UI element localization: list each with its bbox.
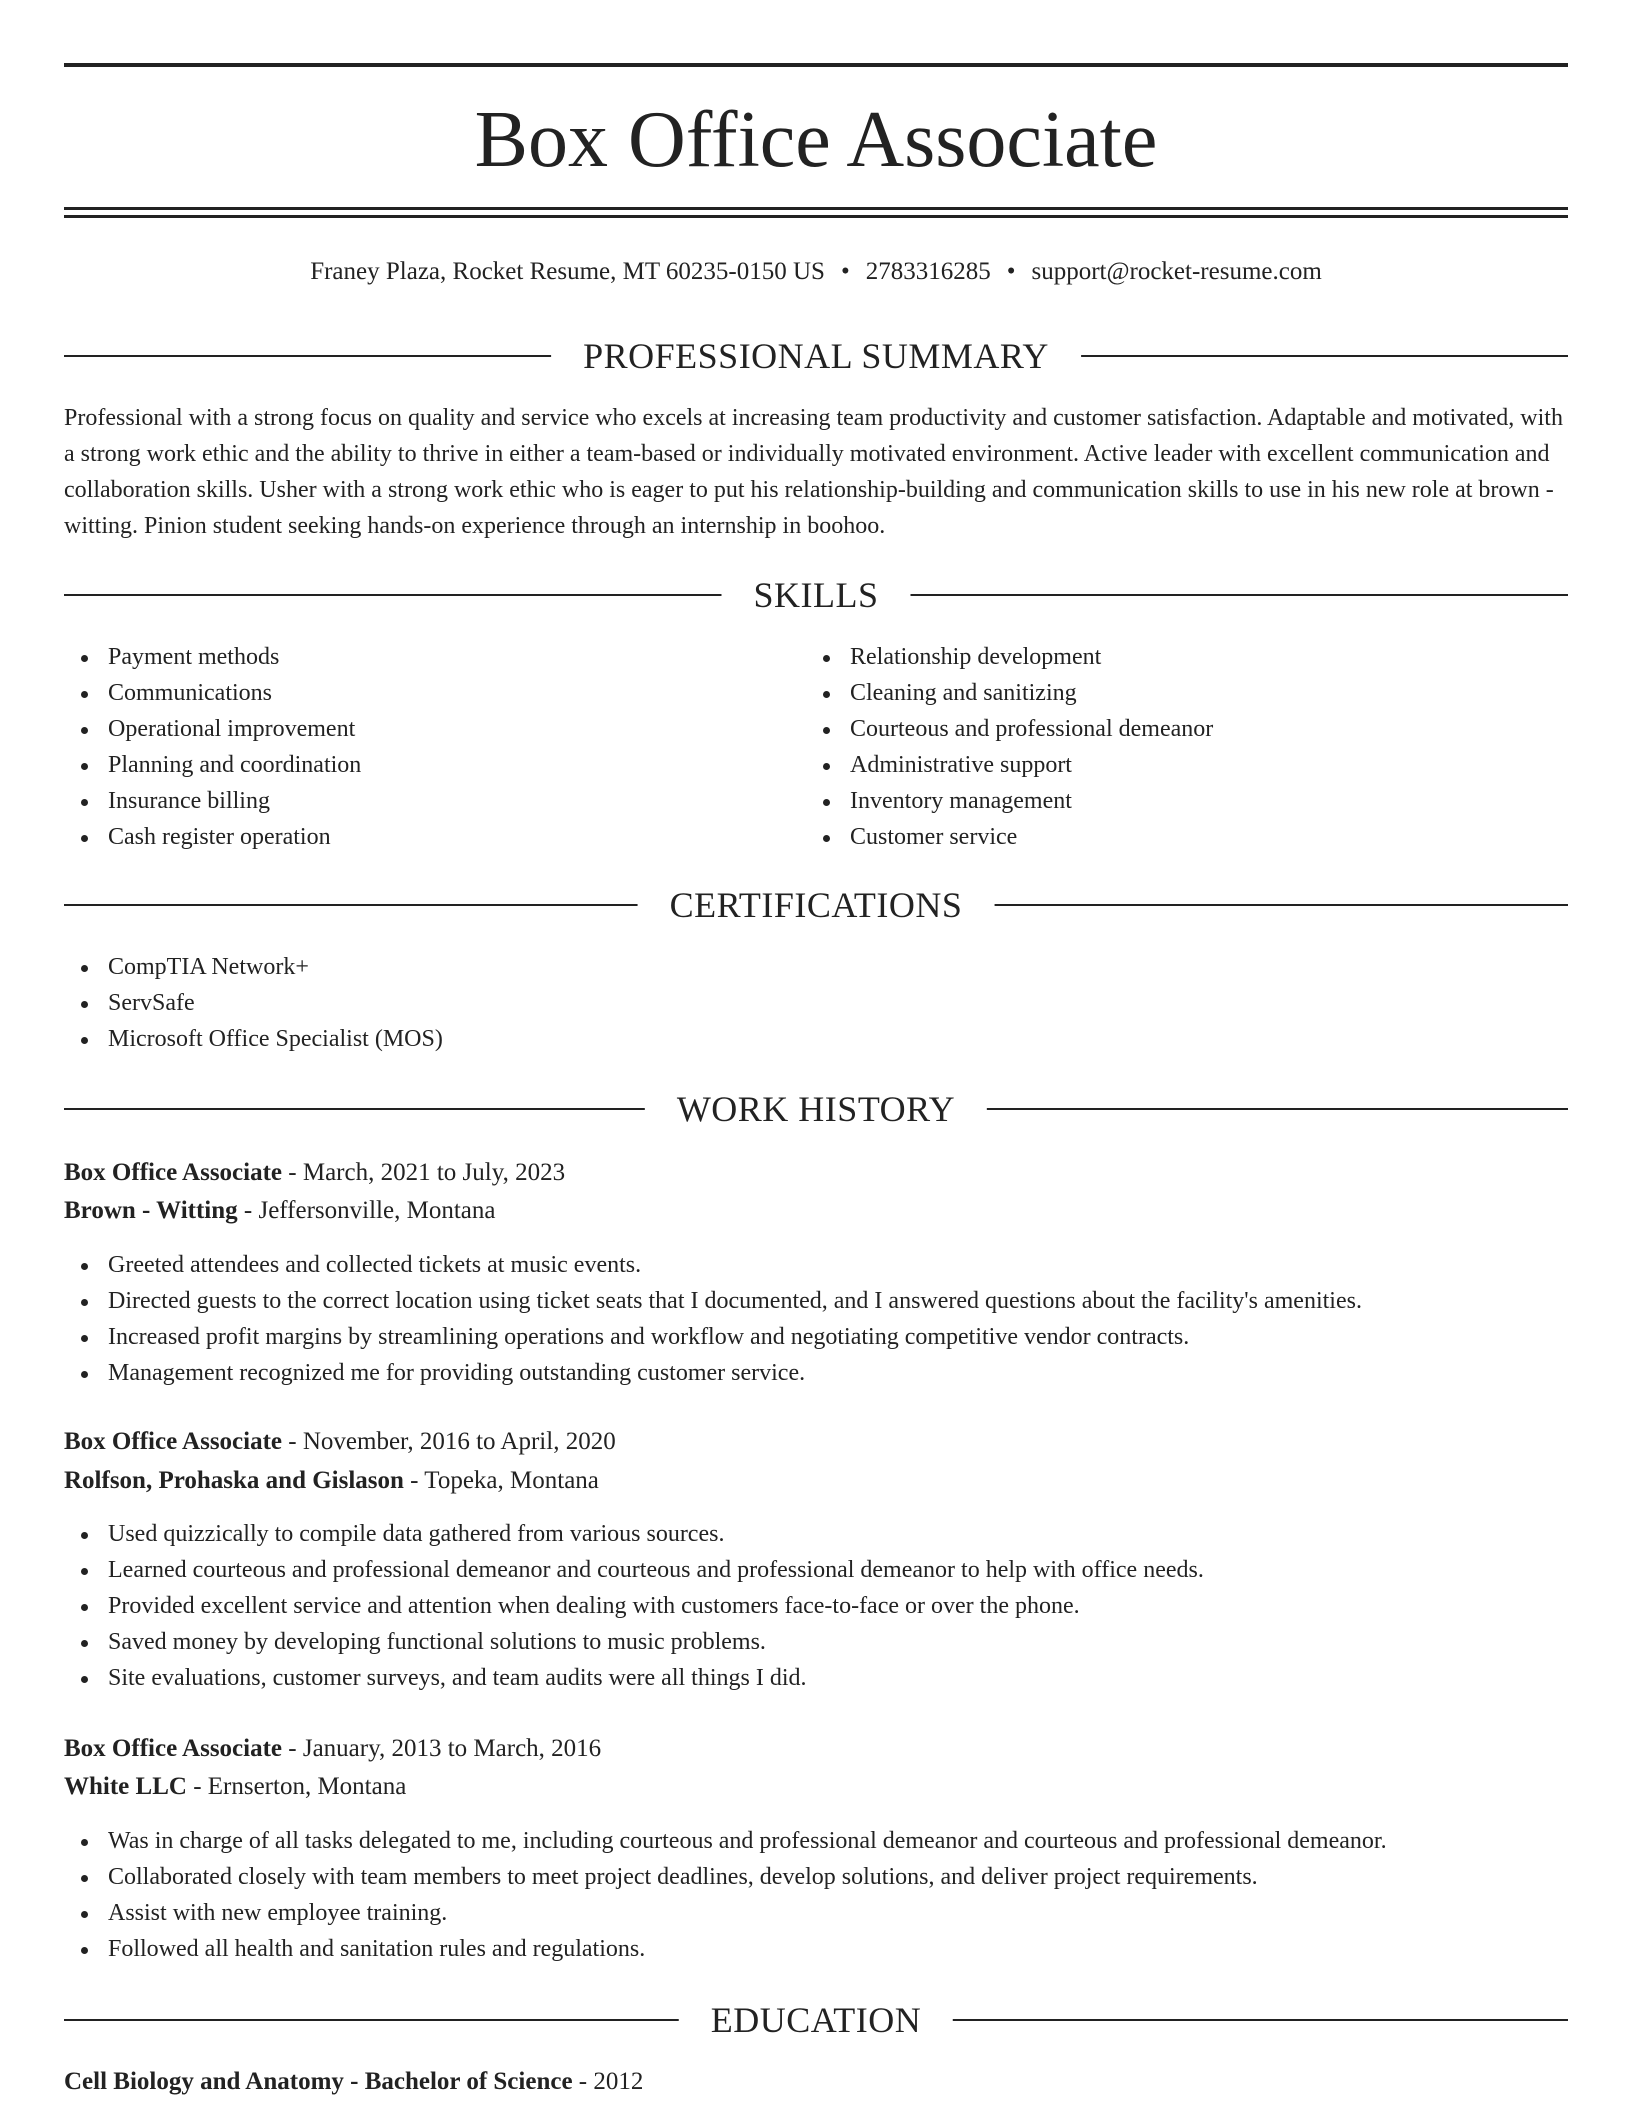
job-company-line <box>64 1463 599 1499</box>
job-bullet: Management recognized me for providing outstanding customer service. <box>64 1355 1362 1391</box>
job-bullets <box>64 1823 1387 1967</box>
skill-item: Insurance billing <box>64 783 361 819</box>
job-title: Box Office Associate <box>64 1159 283 1186</box>
skill-item: Administrative support <box>806 747 1213 783</box>
job-bullet: Increased profit margins by streamlining operations and workflow and negotiating competitive vendor contracts. <box>64 1319 1362 1355</box>
contact-separator: • <box>840 258 850 285</box>
education-degree: Cell Biology and Anatomy - Bachelor of Science <box>64 2068 573 2095</box>
dash: - <box>237 1197 259 1224</box>
job-location: Jeffersonville, Montana <box>258 1197 496 1224</box>
job-bullet: Followed all health and sanitation rules and regulations. <box>64 1931 1387 1967</box>
education-year: 2012 <box>593 2068 644 2095</box>
top-rule <box>64 63 1568 67</box>
certifications-list <box>64 949 443 1057</box>
job-company-line <box>64 1769 406 1805</box>
job-company: Rolfson, Prohaska and Gislason <box>64 1467 404 1494</box>
job-bullet: Site evaluations, customer surveys, and team audits were all things I did. <box>64 1660 1204 1696</box>
job-bullets <box>64 1247 1362 1391</box>
contact-phone: 2783316285 <box>865 258 991 285</box>
job-location: Topeka, Montana <box>424 1467 599 1494</box>
job-bullet: Learned courteous and professional demeanor and courteous and professional demeanor to help with office needs. <box>64 1552 1204 1588</box>
skills-heading <box>64 573 1568 617</box>
skill-item: Payment methods <box>64 639 361 675</box>
job-bullet: Used quizzically to compile data gathered from various sources. <box>64 1516 1204 1552</box>
education-heading <box>64 1998 1568 2042</box>
summary-text: Professional with a strong focus on quality and service who excels at increasing team productivity and customer satisfaction. Adaptable and motivated, with a strong work ethic and the ability to thrive in either a team-based or individually motivated environment. Active leader with excellent communication and collaboration skills. Usher with a strong work ethic who is eager to put his relationship-building and communication skills to use in his new role at brown - witting. Pinion student seeking hands-on experience through an internship in boohoo. <box>64 405 1563 539</box>
skill-item: Courteous and professional demeanor <box>806 711 1213 747</box>
contact-separator: • <box>1006 258 1016 285</box>
skill-item: Planning and coordination <box>64 747 361 783</box>
title-rule-lower <box>64 215 1568 218</box>
skills-heading-label: SKILLS <box>721 573 910 617</box>
job-bullet: Directed guests to the correct location using ticket seats that I documented, and I answered questions about the facility's amenities. <box>64 1283 1362 1319</box>
job-dates: November, 2016 to April, 2020 <box>302 1428 616 1455</box>
dash: - <box>572 2068 594 2095</box>
contact-info <box>64 254 1568 290</box>
education-heading-label: EDUCATION <box>679 1998 953 2042</box>
job-bullet: Provided excellent service and attention when dealing with customers face-to-face or over the phone. <box>64 1588 1204 1624</box>
skill-item: Customer service <box>806 819 1213 855</box>
resume-title: Box Office Associate <box>474 96 1158 184</box>
skills-list-left <box>64 639 361 855</box>
summary-heading-label: PROFESSIONAL SUMMARY <box>551 334 1081 378</box>
skill-item: Relationship development <box>806 639 1213 675</box>
job-bullet: Greeted attendees and collected tickets at music events. <box>64 1247 1362 1283</box>
job-bullet: Assist with new employee training. <box>64 1895 1387 1931</box>
job-dates: January, 2013 to March, 2016 <box>302 1735 602 1762</box>
job-title: Box Office Associate <box>64 1428 283 1455</box>
job-bullets <box>64 1516 1204 1696</box>
work-history-heading <box>64 1087 1568 1131</box>
certifications-heading-label: CERTIFICATIONS <box>638 883 995 927</box>
certification-item: CompTIA Network+ <box>64 949 443 985</box>
summary-heading <box>64 334 1568 378</box>
skill-item: Operational improvement <box>64 711 361 747</box>
contact-email: support@rocket-resume.com <box>1031 258 1322 285</box>
job-dates: March, 2021 to July, 2023 <box>302 1159 566 1186</box>
job-title: Box Office Associate <box>64 1735 283 1762</box>
work-history-heading-label: WORK HISTORY <box>645 1087 987 1131</box>
certification-item: Microsoft Office Specialist (MOS) <box>64 1021 443 1057</box>
job-company: Brown - Witting <box>64 1197 238 1224</box>
job-company: White LLC <box>64 1773 187 1800</box>
contact-address: Franey Plaza, Rocket Resume, MT 60235-0150 US <box>310 258 825 285</box>
skill-item: Inventory management <box>806 783 1213 819</box>
certifications-heading <box>64 883 1568 927</box>
skill-item: Cash register operation <box>64 819 361 855</box>
skill-item: Communications <box>64 675 361 711</box>
job-bullet: Saved money by developing functional solutions to music problems. <box>64 1624 1204 1660</box>
dash: - <box>282 1735 303 1762</box>
job-title-line <box>64 1731 601 1767</box>
title-rule-upper <box>64 207 1568 210</box>
job-bullet: Was in charge of all tasks delegated to me, including courteous and professional demeanor and courteous and professional demeanor. <box>64 1823 1387 1859</box>
job-title-line <box>64 1155 565 1191</box>
certification-item: ServSafe <box>64 985 443 1021</box>
education-entry <box>64 2064 643 2100</box>
job-location: Ernserton, Montana <box>207 1773 407 1800</box>
skills-list-right <box>806 639 1213 855</box>
job-bullet: Collaborated closely with team members to meet project deadlines, develop solutions, and deliver project requirements. <box>64 1859 1387 1895</box>
skill-item: Cleaning and sanitizing <box>806 675 1213 711</box>
job-title-line <box>64 1424 616 1460</box>
dash: - <box>282 1428 303 1455</box>
dash: - <box>403 1467 425 1494</box>
job-company-line <box>64 1193 495 1229</box>
dash: - <box>282 1159 303 1186</box>
dash: - <box>186 1773 208 1800</box>
